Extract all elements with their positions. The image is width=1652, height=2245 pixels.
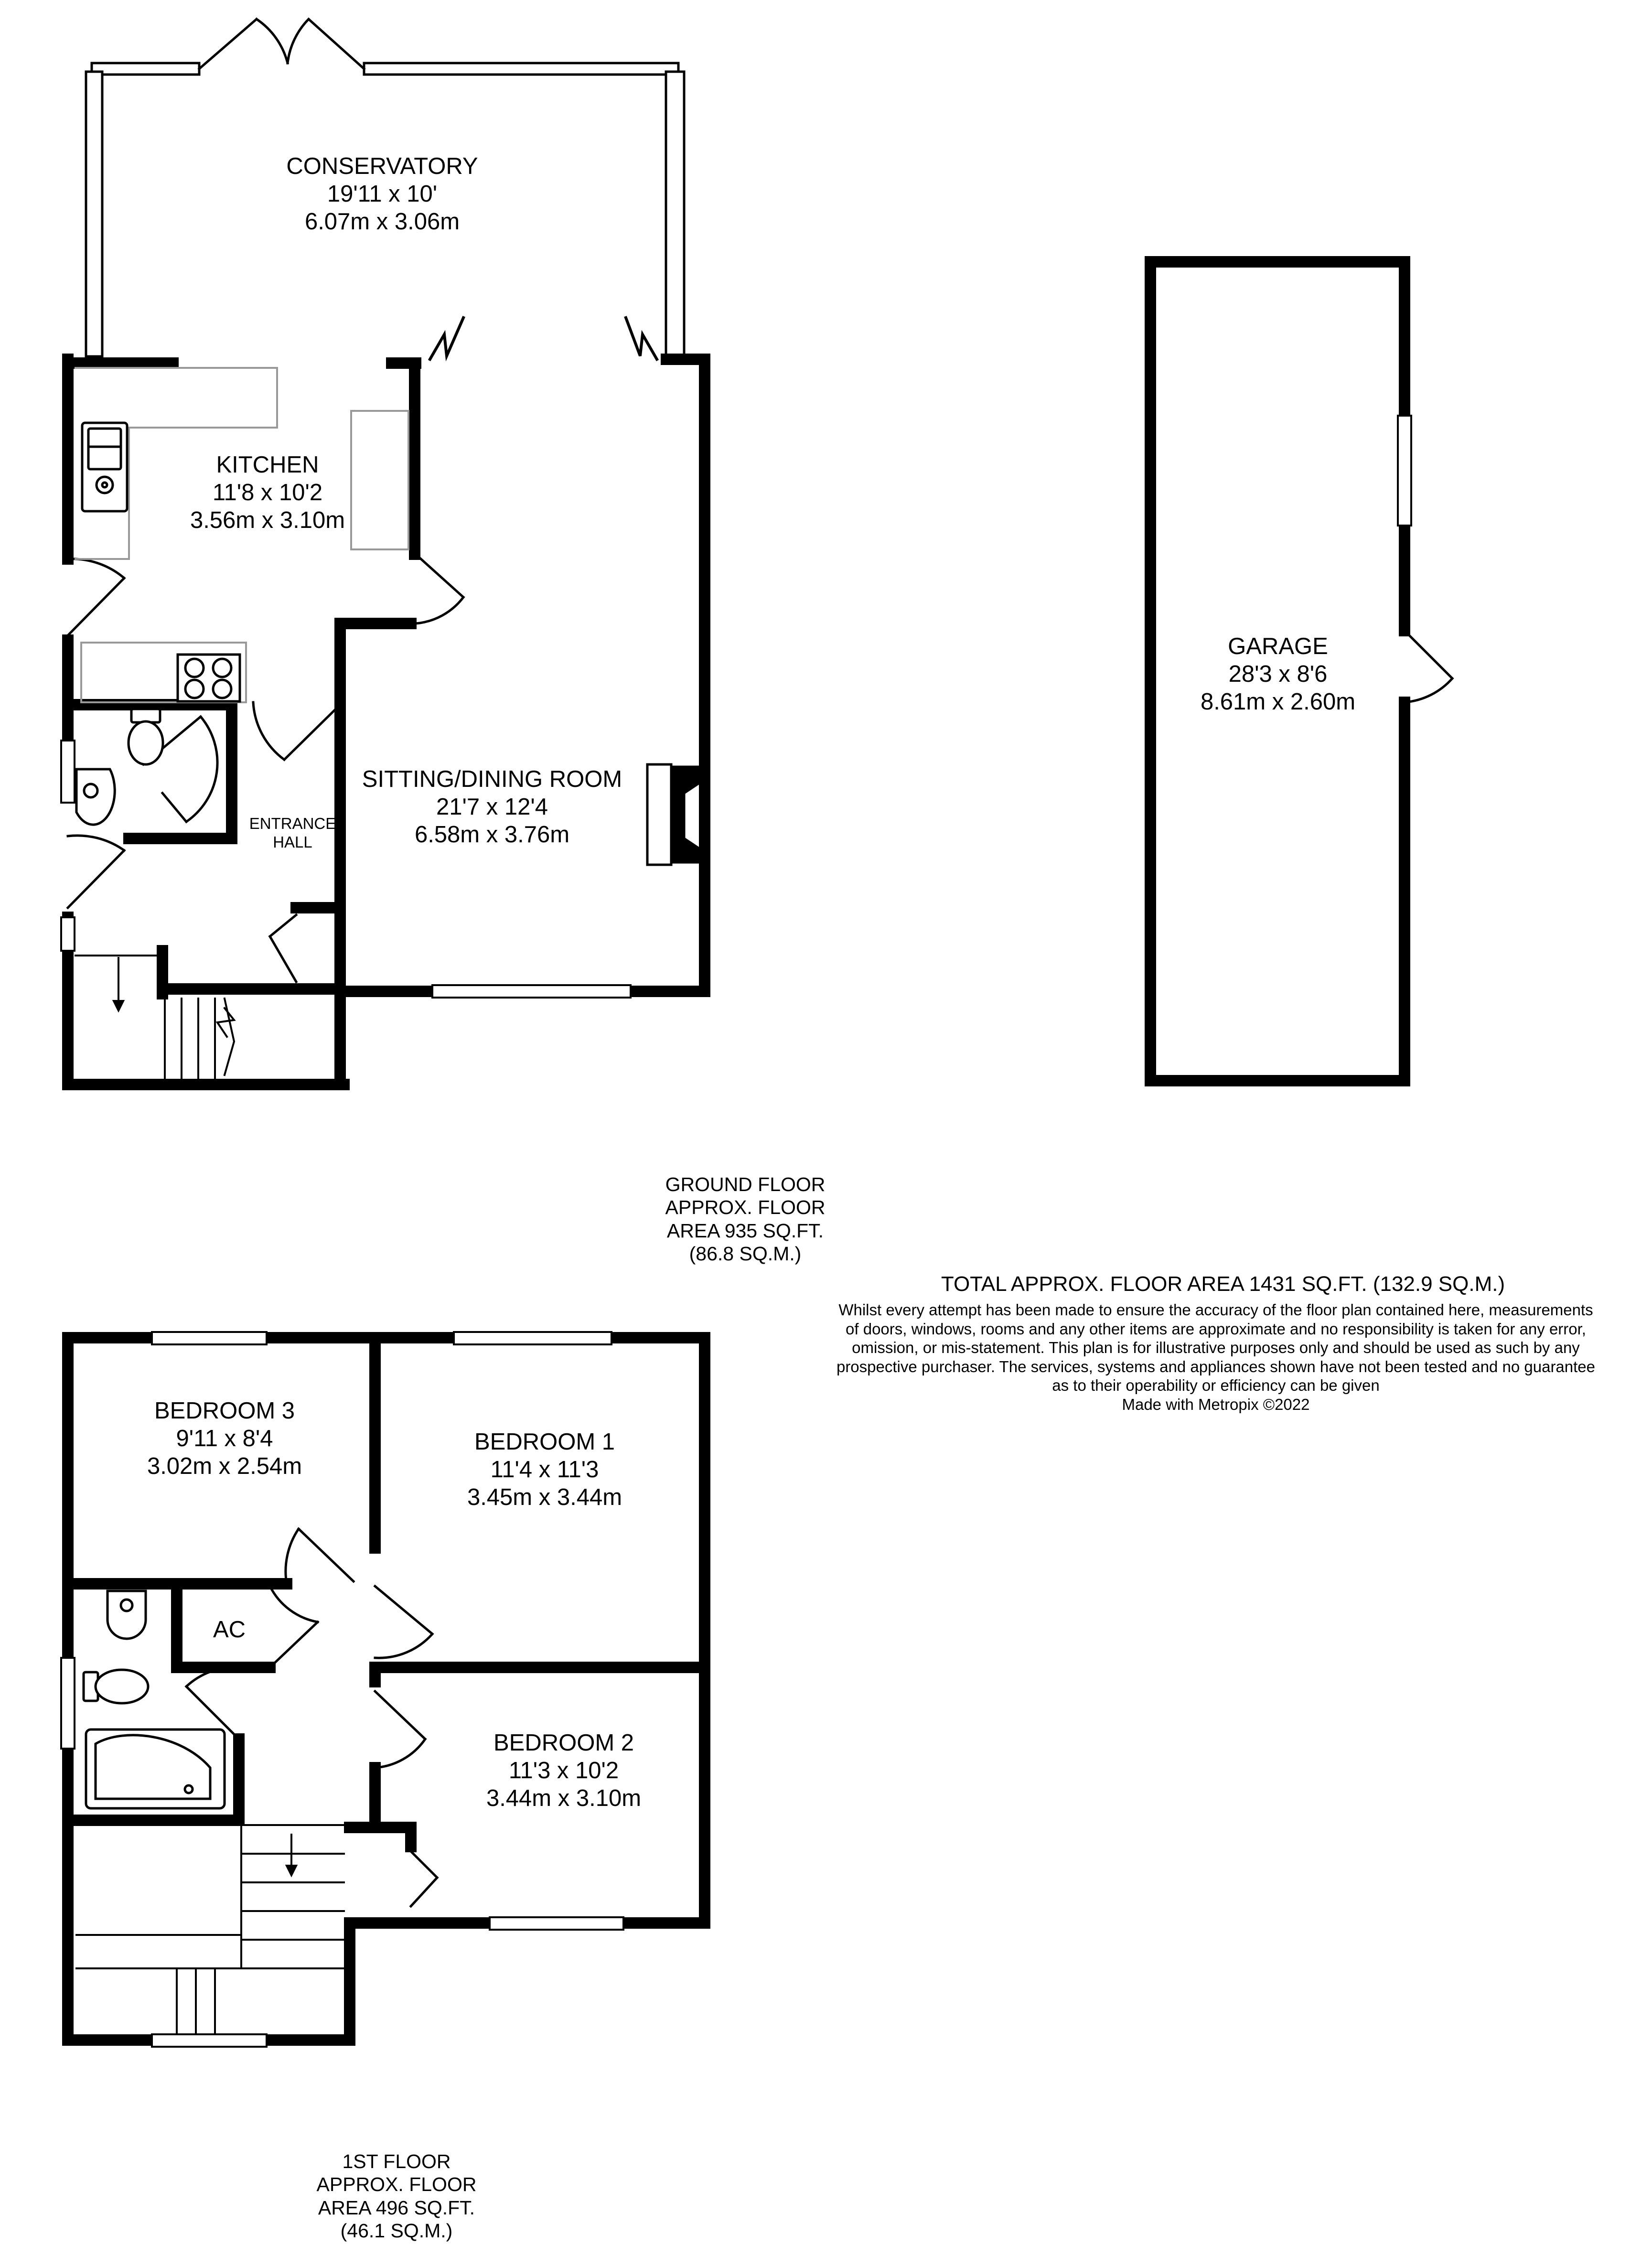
first-stairs [76, 1825, 344, 2034]
disclaimer-line: Whilst every attempt has been made to ensure the accuracy of the floor plan contained here, measurements [838, 1301, 1593, 1319]
floor-area-line: APPROX. FLOOR [316, 2173, 477, 2196]
room-name: BEDROOM 3 [154, 1398, 295, 1424]
room-label-entrance-hall [241, 815, 344, 852]
room-label-bedroom-3 [100, 1397, 349, 1480]
bifold-door-right [626, 318, 657, 359]
room-size-metric: 3.02m x 2.54m [147, 1453, 302, 1479]
room-label-bedroom-1 [420, 1429, 669, 1511]
disclaimer-line: prospective purchaser. The services, systems and appliances shown have not been tested and no guarantee [836, 1357, 1596, 1375]
floor-area-line: 1ST FLOOR [342, 2150, 451, 2172]
room-size-imperial: 9'11 x 8'4 [176, 1425, 273, 1451]
room-name-line1: ENTRANCE [249, 815, 336, 832]
floor-area-line: AREA 935 SQ.FT. [666, 1219, 824, 1242]
total-floor-area [798, 1272, 1648, 1297]
first-toilet-icon [84, 1670, 148, 1703]
room-size-imperial: 28'3 x 8'6 [1228, 661, 1328, 687]
room-size-metric: 8.61m x 2.60m [1200, 688, 1356, 715]
floor-area-line: (86.8 SQ.M.) [689, 1243, 802, 1265]
toilet-icon [129, 709, 163, 764]
bifold-door-left [430, 318, 463, 359]
garage-door [1405, 631, 1452, 702]
floor-area-line: GROUND FLOOR [665, 1173, 826, 1195]
disclaimer-line: of doors, windows, rooms and any other items are approximate and no responsibility is taken for any error, [846, 1320, 1586, 1338]
basin-icon [76, 769, 115, 825]
room-name: GARAGE [1228, 634, 1328, 659]
hob-icon [178, 655, 240, 701]
fireplace-icon [647, 764, 698, 865]
room-size-metric: 6.58m x 3.76m [414, 821, 570, 848]
room-size-metric: 3.44m x 3.10m [486, 1785, 642, 1811]
floor-area-line: APPROX. FLOOR [665, 1196, 826, 1219]
bath-icon [86, 1729, 225, 1808]
disclaimer [783, 1300, 1648, 1414]
room-label-garage [1156, 633, 1400, 716]
room-label-kitchen [162, 451, 373, 534]
first-basin-icon [107, 1591, 146, 1639]
room-name-line2: HALL [273, 833, 312, 851]
room-label-bedroom-2 [440, 1729, 688, 1812]
room-size-imperial: 11'4 x 11'3 [490, 1456, 599, 1482]
disclaimer-line: Made with Metropix ©2022 [1122, 1395, 1310, 1413]
ground-stairs [75, 956, 234, 1079]
floor-area-line: AREA 496 SQ.FT. [318, 2196, 475, 2219]
room-label-conservatory [225, 153, 540, 236]
room-size-imperial: 19'11 x 10' [327, 181, 438, 207]
total-area-text: TOTAL APPROX. FLOOR AREA 1431 SQ.FT. (132.9 SQ.M.) [941, 1272, 1505, 1296]
room-name: KITCHEN [216, 452, 319, 478]
floor-area-line: (46.1 SQ.M.) [340, 2220, 453, 2242]
room-label-ac [191, 1616, 268, 1644]
room-size-metric: 3.56m x 3.10m [190, 507, 345, 533]
room-size-imperial: 11'8 x 10'2 [212, 479, 323, 505]
kitchen-fixtures [75, 368, 408, 702]
room-name: AC [213, 1617, 246, 1643]
ground-floor-area [631, 1173, 860, 1266]
garage-window [1398, 416, 1411, 526]
room-name: BEDROOM 2 [493, 1730, 634, 1756]
sink-icon [82, 423, 127, 511]
first-floor-area [282, 2150, 511, 2243]
conservatory-door [199, 19, 364, 69]
disclaimer-line: as to their operability or efficiency can be given [1052, 1376, 1380, 1395]
room-label-sitting-dining [349, 766, 635, 849]
disclaimer-line: omission, or mis-statement. This plan is for illustrative purposes only and should be used as such by any [852, 1339, 1580, 1357]
room-name: BEDROOM 1 [474, 1429, 615, 1455]
room-size-imperial: 21'7 x 12'4 [436, 794, 548, 820]
room-name: SITTING/DINING ROOM [362, 766, 622, 792]
room-size-metric: 3.45m x 3.44m [467, 1484, 622, 1510]
room-size-imperial: 11'3 x 10'2 [508, 1757, 619, 1783]
room-size-metric: 6.07m x 3.06m [304, 208, 460, 235]
room-name: CONSERVATORY [286, 153, 478, 179]
